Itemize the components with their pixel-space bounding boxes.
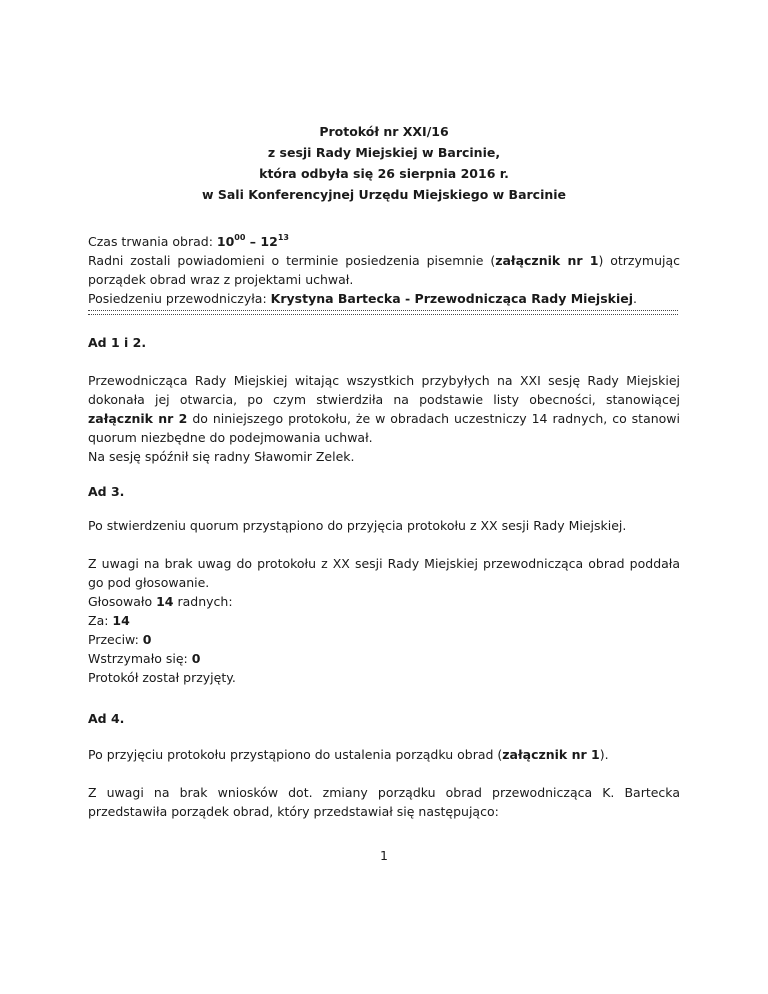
- page-number: 1: [380, 848, 388, 863]
- voted-count-line: Głosowało 14 radnych:: [88, 594, 233, 609]
- late-councillor-note: Na sesję spóźnił się radny Sławomir Zelek.: [88, 449, 355, 464]
- chairperson-line: Posiedzeniu przewodniczyła: Krystyna Bartecka - Przewodnicząca Rady Miejskiej.: [88, 291, 637, 306]
- ad-4-agenda-paragraph: Z uwagi na brak wniosków dot. zmiany porządku obrad przewodnicząca K. Bartecka przedstawiła porządek obrad, który przedstawiał się następująco:: [88, 785, 680, 819]
- heading-ad-1-2: Ad 1 i 2.: [88, 335, 147, 350]
- title-line-4: w Sali Konferencyjnej Urzędu Miejskiego w Barcinie: [201, 187, 567, 202]
- notification-paragraph: Radni zostali powiadomieni o terminie posiedzenia pisemnie (załącznik nr 1) otrzymując porządek obrad wraz z projektami uchwał.: [88, 253, 680, 287]
- intro-section: [88, 232, 680, 308]
- session-duration: Czas trwania obrad: $10^{00} - 12^{13}$: [88, 233, 289, 249]
- ad-3-vote-section: [88, 554, 680, 687]
- dotted-separator: [88, 310, 678, 315]
- vote-paragraph: Z uwagi na brak uwag do protokołu z XX sesji Rady Miejskiej przewodnicząca obrad poddała go pod głosowanie.: [88, 556, 680, 590]
- heading-ad-4: Ad 4.: [88, 711, 125, 726]
- ad-4-intro: Po przyjęciu protokołu przystąpiono do ustalenia porządku obrad (załącznik nr 1).: [88, 747, 609, 762]
- heading-ad-3: Ad 3.: [88, 484, 125, 499]
- title-line-3: która odbyła się 26 sierpnia 2016 r.: [259, 166, 509, 181]
- ad-3-intro: Po stwierdzeniu quorum przystąpiono do przyjęcia protokołu z XX sesji Rady Miejskiej.: [88, 518, 627, 533]
- protocol-title: [0, 121, 768, 205]
- votes-for: Za: 14: [88, 613, 130, 628]
- title-line-1: Protokół nr XXI/16: [319, 124, 449, 139]
- votes-against: Przeciw: 0: [88, 632, 152, 647]
- opening-paragraph: Przewodnicząca Rady Miejskiej witając wszystkich przybyłych na XXI sesję Rady Miejskiej dokonała jej otwarcia, po czym stwierdziła na podstawie listy obecności, stanowiącej załącznik nr 2 do niniejszego protokołu, że w obradach uczestniczy 14 radnych, co stanowi quorum niezbędne do podejmowania uchwał.: [88, 373, 680, 445]
- title-line-2: z sesji Rady Miejskiej w Barcinie,: [267, 145, 501, 160]
- votes-abstain: Wstrzymało się: 0: [88, 651, 201, 666]
- vote-result: Protokół został przyjęty.: [88, 670, 236, 685]
- ad-1-2-section: [88, 371, 680, 466]
